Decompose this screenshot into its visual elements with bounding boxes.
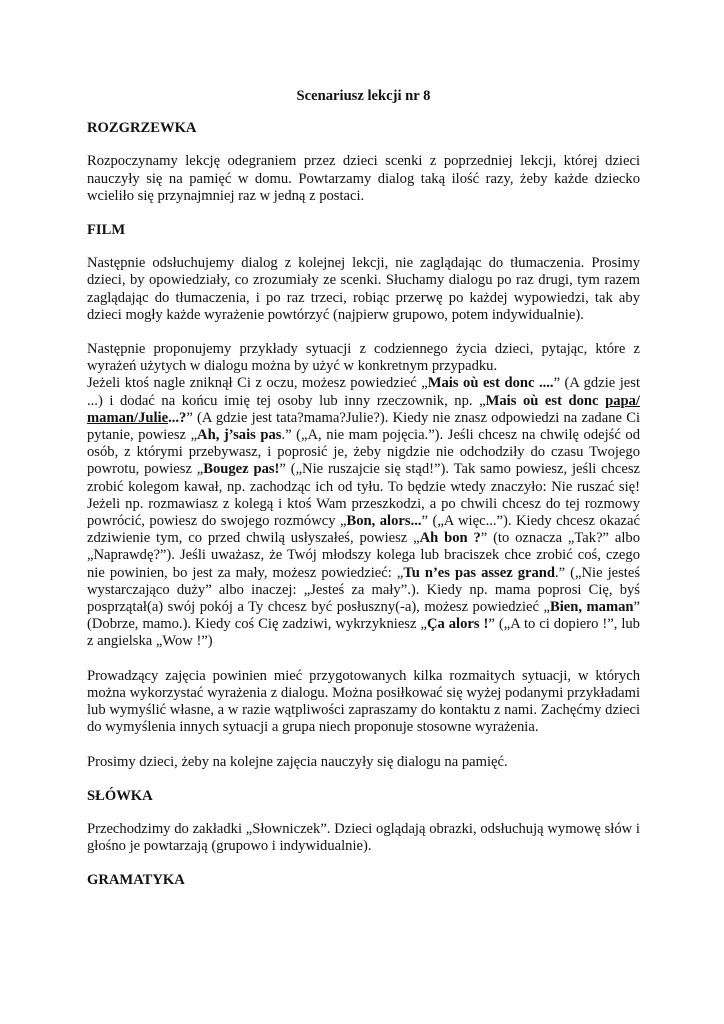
paragraph-film-5: Prosimy dzieci, żeby na kolejne zajęcia nauczyły się dialogu na pamięć. [87,753,508,770]
phrase-bougez-pas: Bougez pas! [203,461,280,478]
paragraph-film-1: Następnie odsłuchujemy dialog z kolejnej lekcji, nie zaglądając do tłumaczenia. Prosimy dzieci, by opowiedziały, co zrozumiały ze scenki. Słuchamy dialogu po raz drugi, tym razem zaglądając do tłumaczenia, i po raz trzeci, robiąc przerwę po każdej wypowiedzi, tak aby dzieci mogły każde wyrażenie powtórzyć (najpierw grupowo, potem indywidualnie). [87,255,640,323]
paragraph-rozgrzewka: Rozpoczynamy lekcję odegraniem przez dzieci scenki z poprzedniej lekcji, której dzieci nauczyły się na pamięć w domu. Powtarzamy dialog taką ilość razy, żeby każde dziecko wcieliło się przynajmniej raz w jedną z postaci. [87,153,640,204]
text-run: ” (A gdzie jest tata?mama?Julie?). Kiedy nie znasz odpowiedzi na zadane Ci pytanie, powiesz „ [87,409,640,444]
heading-rozgrzewka: ROZGRZEWKA [87,120,197,137]
text-run: ” (A gdzie jest ...) i dodać na końcu imię tej osoby lub inny rzeczownik, np. „ [87,375,640,409]
heading-slowka: SŁÓWKA [87,787,153,804]
text-run: ” (Dobrze, mamo.). Kiedy coś Cię zadziwi, wykrzykniesz „ [87,599,641,633]
document-page [87,88,640,906]
paragraph-slowka: Przechodzimy do zakładki „Słowniczek”. Dzieci oglądają obrazki, odsłuchują wymowę słów i głośno je powtarzają (grupowo i indywidualnie). [87,820,640,855]
phrase-papa-maman-julie: papa/ maman/Julie [87,392,640,426]
phrase-mais-ou-est-donc-example: Mais où est donc [485,392,606,409]
text-run: ” (to oznacza „Tak?” albo „Naprawdę?”). Jeśli uważasz, że Twój młodszy kolega lub braciszek chce zrobić coś, czego nie powinien, bo jest za mały, możesz powiedzieć: „ [87,530,640,581]
phrase-mais-ou-est-donc: Mais où est donc .... [427,375,554,392]
phrase-bon-alors: Bon, alors... [346,513,422,530]
heading-gramatyka: GRAMATYKA [87,872,185,889]
text-run: ” („A więc...”). Kiedy chcesz okazać zdziwienie tym, co przed chwilą usłyszałeś, powiesz „ [87,513,640,547]
phrase-tu-nes-pas-assez-grand: Tu n’es pas assez grand [403,564,556,581]
paragraph-film-examples [87,375,640,650]
phrase-ellipsis: ...? [168,409,187,426]
paragraph-film-4: Prowadzący zajęcia powinien mieć przygotowanych kilka rozmaitych sytuacji, w których można wykorzystać wyrażenia z dialogu. Można posiłkować się wyżej podanymi przykładami lub wymyślić własne, a w razie wątpliwości zapraszamy do kontaktu z nami. Zachęćmy dzieci do wymyślenia innych sytuacji a grupa niech proponuje stosowne wyrażenia. [87,667,640,736]
text-run: .” („Nie jesteś wystarczająco duży” albo inaczej: „Jesteś za mały”.). Kiedy np. mama poprosi Cię, byś posprzątał(a) swój pokój a Ty chcesz być posłuszny(-a), możesz powiedzieć „ [87,564,640,616]
text-run: .” („A, nie mam pojęcia.”). Jeśli chcesz na chwilę odejść od osób, z którymi przebywasz, i poprosić je, żeby nigdzie nie odchodziły do czasu Twojego powrotu, powiesz „ [87,427,640,478]
heading-film: FILM [87,222,126,239]
text-run: ” („Nie ruszajcie się stąd!”). Tak samo powiesz, jeśli chcesz zrobić kolegom kawał, np. zachodząc ich od tyłu. To będzie wtedy znaczyło: Nie ruszać się! Jeżeli np. rozmawiasz z kolegą i ktoś Wam przeszkodzi, a po chwili chcesz do tej rozmowy powrócić, powiesz do swojego rozmówcy „ [87,461,641,530]
text-run: Jeżeli ktoś nagle zniknął Ci z oczu, możesz powiedzieć „ [87,375,428,392]
phrase-ca-alors: Ça alors ! [426,616,489,633]
document-title: Scenariusz lekcji nr 8 [296,88,431,104]
text-run: ” („A to ci dopiero !”, lub z angielska „Wow !”) [87,616,640,650]
phrase-ah-bon: Ah bon ? [419,530,481,547]
phrase-bien-maman: Bien, maman [549,599,634,616]
paragraph-film-2: Następnie proponujemy przykłady sytuacji z codziennego życia dzieci, pytając, które z wyrażeń użytych w dialogu można by użyć w konkretnym przypadku. [87,341,640,375]
phrase-ah-jsais-pas: Ah, j’sais pas [197,427,282,444]
